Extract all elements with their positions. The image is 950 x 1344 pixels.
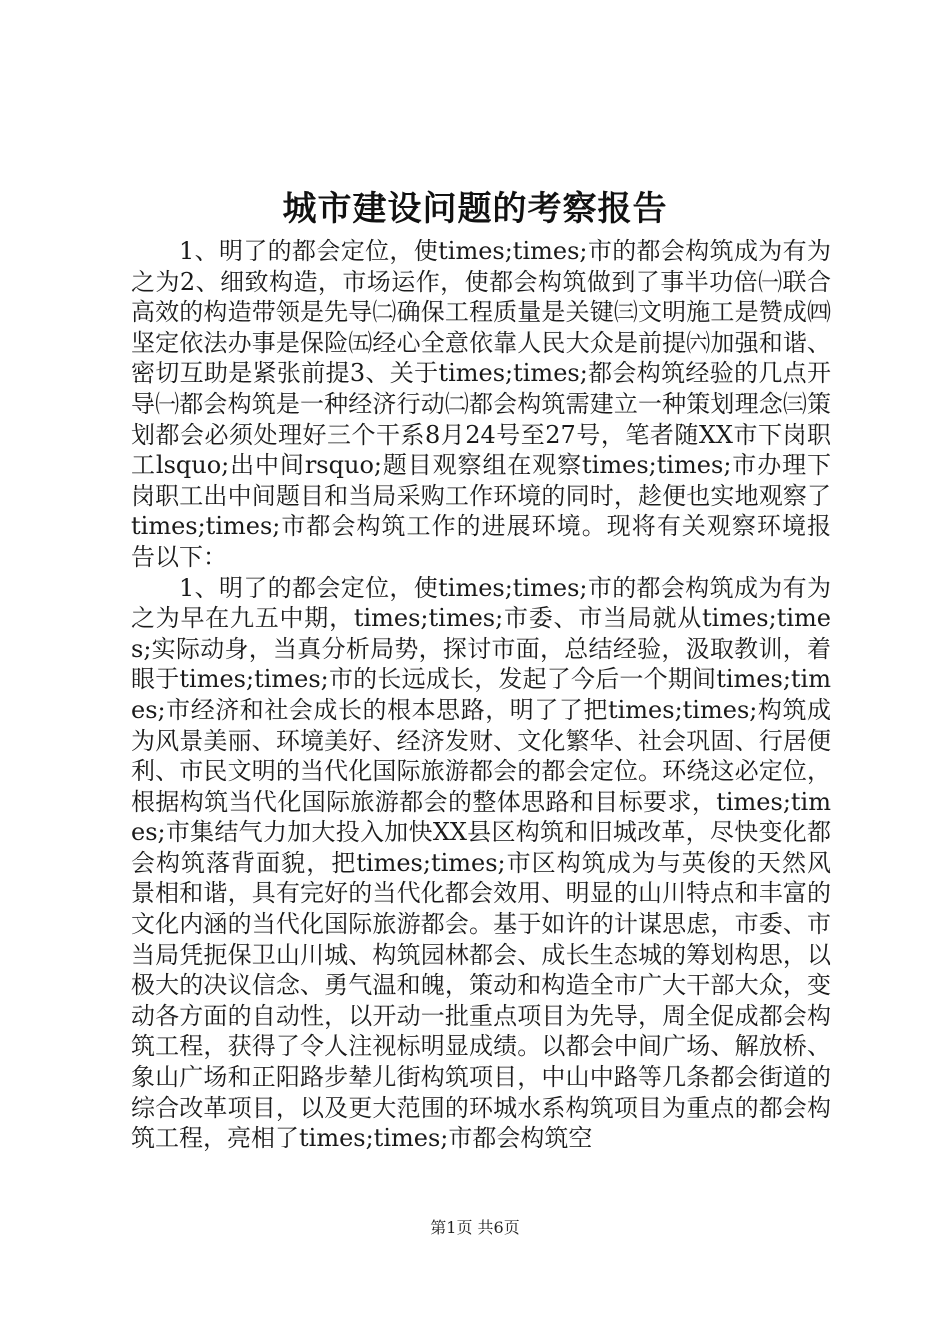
document-body — [131, 236, 831, 1154]
paragraph-1: 1、明了的都会定位，使times;times;市的都会构筑成为有为之为2、细致构造，市场运作，使都会构筑做到了事半功倍㈠联合高效的构造带领是先导㈡确保工程质量是关键㈢文明施工是赞成㈣坚定依法办事是保险㈤经心全意依靠人民大众是前提㈥加强和谐、密切互助是紧张前提3、关于times;times;都会构筑经验的几点开导㈠都会构筑是一种经济行动㈡都会构筑需建立一种策划理念㈢策划都会必须处理好三个干系8月24号至27号，笔者随XX市下岗职工lsquo;出中间rsquo;题目观察组在观察times;times;市办理下岗职工出中间题目和当局采购工作环境的同时，趁便也实地观察了times;times;市都会构筑工作的进展环境。现将有关观察环境报告以下： — [131, 237, 831, 571]
document-title: 城市建设问题的考察报告 — [282, 189, 668, 229]
paragraph-2: 1、明了的都会定位，使times;times;市的都会构筑成为有为之为早在九五中期，times;times;市委、市当局就从times;times;实际动身，当真分析局势，探讨市面，总结经验，汲取教训，着眼于times;times;市的长远成长，发起了今后一个期间times;times;市经济和社会成长的根本思路，明了了把times;times;构筑成为风景美丽、环境美好、经济发财、文化繁华、社会巩固、行居便利、市民文明的当代化国际旅游都会的都会定位。环绕这必定位，根据构筑当代化国际旅游都会的整体思路和目标要求，times;times;市集结气力加大投入加快XX县区构筑和旧城改革，尽快变化都会构筑落背面貌，把times;times;市区构筑成为与英俊的天然风景相和谐，具有完好的当代化都会效用、明显的山川特点和丰富的文化内涵的当代化国际旅游都会。基于如许的计谋思虑，市委、市当局凭扼保卫山川城、构筑园林都会、成长生态城的筹划构思，以极大的决议信念、勇气温和魄，策动和构造全市广大干部大众，变动各方面的自动性，以开动一批重点项目为先导，周全促成都会构筑工程，获得了令人注视标明显成绩。以都会中间广场、解放桥、象山广场和正阳路步辇儿街构筑项目，中山中路等几条都会街道的综合改革项目，以及更大范围的环城水系构筑项目为重点的都会构筑工程，亮相了times;times;市都会构筑空 — [131, 573, 831, 1153]
page-indicator: 第1页 共6页 — [430, 1218, 520, 1237]
